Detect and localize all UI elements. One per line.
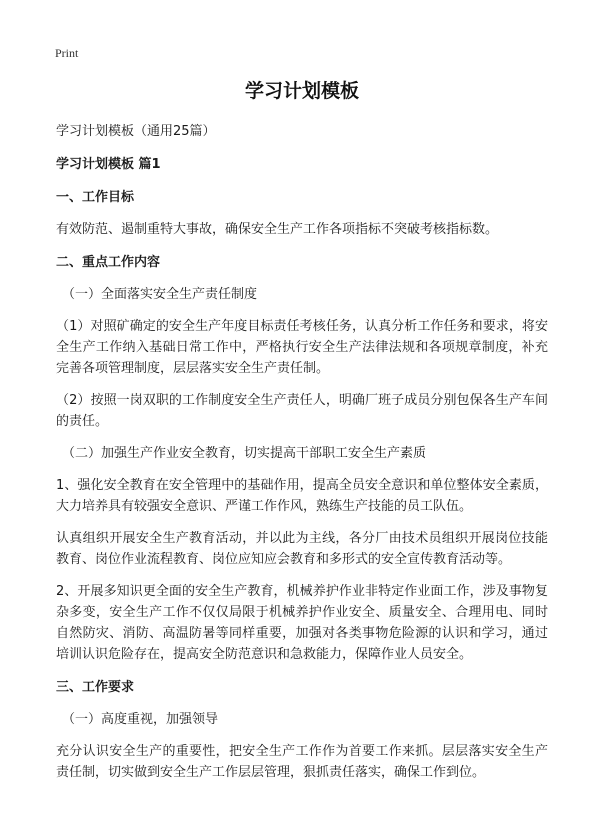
paragraph: 2、开展多知识更全面的安全生产教育，机械养护作业非特定作业面工作，涉及事物复杂多变，安全生产工作不仅仅局限于机械养护作业安全、质量安全、合理用电、同时自然防灾、消防、高温防暑等同样重要，加强对各类事物危险源的认识和学习，通过培训认识危险存在，提高安全防范意识和急救能力，保障作业人员安全。 [56,584,548,662]
subsection-heading: （一）全面落实安全生产责任制度 [62,287,258,302]
paragraph: （2）按照一岗双职的工作制度安全生产责任人，明确厂班子成员分别包保各生产车间的责任。 [56,393,548,429]
subsection-heading: （一）高度重视，加强领导 [62,712,219,727]
document-body [56,78,548,783]
print-label: Print [55,46,79,60]
part-heading: 学习计划模板 篇1 [56,157,161,172]
document-title: 学习计划模板 [244,80,359,102]
paragraph: 认真组织开展安全生产教育活动，并以此为主线，各分厂由技术员组织开展岗位技能教育、岗位作业流程教育、岗位应知应会教育和多形式的安全宣传教育活动等。 [56,531,548,567]
section-heading-requirements: 三、工作要求 [56,680,135,695]
paragraph: 有效防范、遏制重特大事故，确保安全生产工作各项指标不突破考核指标数。 [56,222,499,237]
paragraph: 1、强化安全教育在安全管理中的基础作用，提高全员安全意识和单位整体安全素质，大力培养具有较强安全意识、严谨工作作风，熟练生产技能的员工队伍。 [56,478,548,514]
paragraph: （1）对照矿确定的安全生产年度目标责任考核任务，认真分析工作任务和要求，将安全生产工作纳入基础日常工作中，严格执行安全生产法律法规和各项规章制度，补充完善各项管理制度，层层落实安全生产责任制。 [56,319,548,376]
document-subtitle: 学习计划模板（通用25篇） [56,124,216,139]
section-heading-goals: 一、工作目标 [56,190,135,205]
subsection-heading: （二）加强生产作业安全教育，切实提高干部职工安全生产素质 [62,446,427,461]
section-heading-key-work: 二、重点工作内容 [56,255,161,270]
paragraph: 充分认识安全生产的重要性，把安全生产工作作为首要工作来抓。层层落实安全生产责任制，切实做到安全生产工作层层管理，狠抓责任落实，确保工作到位。 [56,744,548,780]
